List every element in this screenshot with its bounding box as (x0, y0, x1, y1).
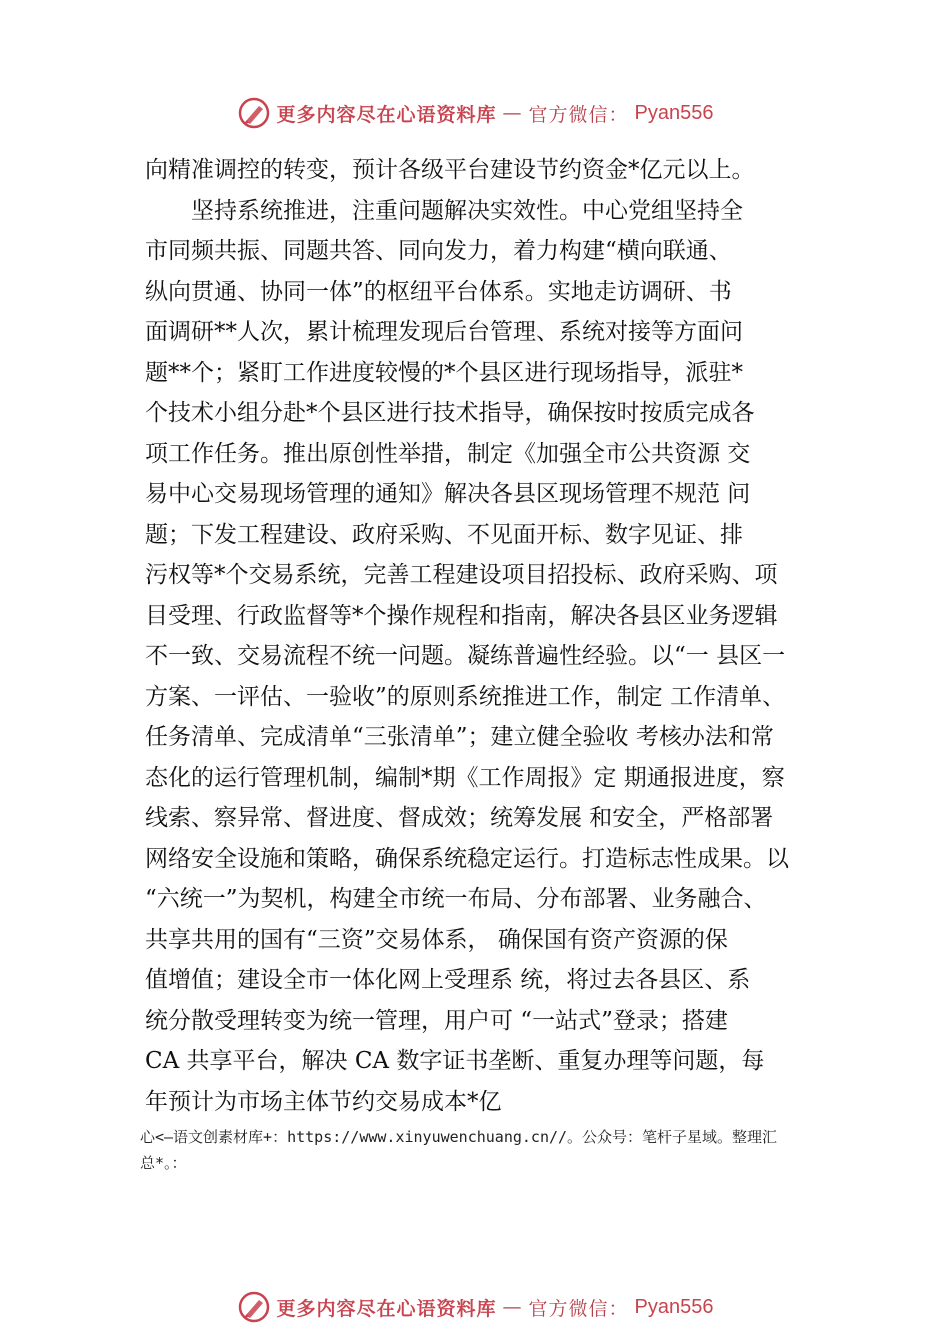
body-line: 任务清单、完成清单“三张清单”；建立健全验收 考核办法和常 (145, 724, 774, 750)
pen-logo-icon (237, 96, 271, 130)
body-line: 不一致、交易流程不统一问题。凝练普遍性经验。以“一 县区一 (145, 643, 786, 669)
body-line: 目受理、行政监督等*个操作规程和指南，解决各县区业务逻辑 (145, 602, 778, 629)
source-note-line: 总*。： (140, 1154, 187, 1172)
banner-wechat-id: Pyan556 (634, 101, 714, 124)
body-line: 易中心交易现场管理的通知》解决各县区现场管理不规范 问 (145, 481, 751, 507)
pen-logo-icon (237, 1290, 271, 1324)
body-line: 年预计为市场主体节约交易成本*亿 (145, 1088, 502, 1115)
body-line: 坚持系统推进，注重问题解决实效性。中心党组坚持全 (191, 197, 743, 224)
banner-dash: — (502, 1296, 523, 1318)
banner-official-label: 官方微信： (528, 103, 629, 126)
body-line: 面调研**人次，累计梳理发现后台管理、系统对接等方面问 (145, 319, 743, 345)
source-note (140, 1124, 840, 1176)
document-body (145, 150, 835, 1122)
body-line: 值增值；建设全市一体化网上受理系 统，将过去各县区、系 (145, 967, 751, 993)
body-line: CA 共享平台，解决 CA 数字证书垄断、重复办理等问题，每 (145, 1048, 765, 1074)
banner-dash: — (502, 102, 523, 124)
body-line: “六统一”为契机，构建全市统一布局、分布部署、业务融合、 (145, 886, 767, 912)
body-line: 网络安全设施和策略，确保系统稳定运行。打造标志性成果。以 (145, 845, 789, 872)
body-line: 纵向贯通、协同一体”的枢纽平台体系。实地走访调研、书 (145, 278, 732, 305)
banner-wechat-id: Pyan556 (634, 1295, 714, 1318)
body-line: 方案、一评估、一验收”的原则系统推进工作，制定 工作清单、 (145, 683, 786, 710)
body-line: 污权等*个交易系统，完善工程建设项目招投标、政府采购、项 (145, 562, 778, 588)
body-line: 统分散受理转变为统一管理，用户可 “一站式”登录；搭建 (145, 1007, 728, 1034)
header-banner (0, 96, 950, 130)
source-note-line: 心<—语文创素材库+：https://www.xinyuwenchuang.cn//。公众号：笔杆子星域。整理汇 (140, 1128, 778, 1146)
body-line: 市同频共振、同题共答、同向发力，着力构建“横向联通、 (145, 238, 732, 264)
banner-official-label: 官方微信： (528, 1297, 629, 1320)
banner-main-text: 更多内容尽在心语资料库 (276, 1297, 497, 1320)
body-line: 题**个；紧盯工作进度较慢的*个县区进行现场指导，派驻* (145, 359, 743, 386)
body-line: 题；下发工程建设、政府采购、不见面开标、数字见证、排 (145, 521, 743, 548)
body-line: 线索、察异常、督进度、督成效；统筹发展 和安全，严格部署 (145, 805, 774, 831)
footer-banner (0, 1290, 950, 1324)
banner-main-text: 更多内容尽在心语资料库 (276, 103, 497, 126)
body-line: 个技术小组分赴*个县区进行技术指导，确保按时按质完成各 (145, 400, 755, 426)
body-line: 共享共用的国有“三资”交易体系， 确保国有资产资源的保 (145, 926, 728, 953)
body-line: 向精准调控的转变，预计各级平台建设节约资金*亿元以上。 (145, 157, 755, 183)
body-line: 项工作任务。推出原创性举措，制定《加强全市公共资源 交 (145, 440, 751, 467)
body-line: 态化的运行管理机制，编制*期《工作周报》定 期通报进度，察 (145, 764, 785, 791)
